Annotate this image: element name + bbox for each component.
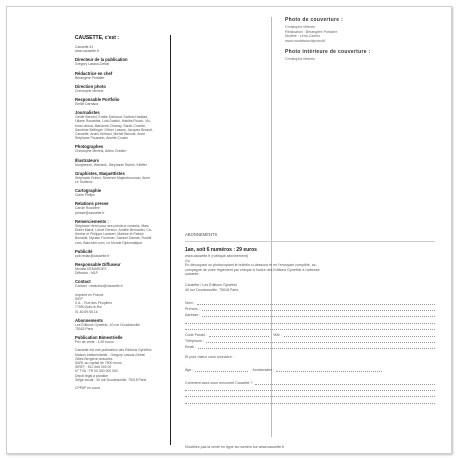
masthead-section-line: Causette est une publication des Éditions Gynethic xyxy=(75,348,152,353)
masthead-section-line: com, Bakchich.com, Le Monde Diplomatique. xyxy=(75,240,144,245)
masthead-section xyxy=(75,158,164,167)
cover-line: www.modelsoncitycom/#/ xyxy=(285,38,326,43)
masthead-section-line: Christophe Meireis xyxy=(75,88,104,93)
masthead-section xyxy=(75,249,164,258)
masthead-section-line: Prix de vente : 4,90 euros xyxy=(75,340,114,345)
masthead-section-line: Didier Mardi, Lionel Derieux, Amélie Bernardin, Ca- xyxy=(75,228,152,233)
masthead-section-title: Illustrateurs xyxy=(75,157,99,163)
masthead-section xyxy=(75,45,164,53)
masthead-section xyxy=(75,262,164,275)
masthead-section-line: SIRET : 512 ### 000 00 xyxy=(75,365,112,370)
masthead-section-line: Maison indépendante - Grégory Lassus-Debat xyxy=(75,352,145,357)
cover-line: Christophe Meireis xyxy=(285,25,315,29)
masthead-section-line: Grégory Lassus-Debat xyxy=(75,62,110,67)
masthead-section-title: Journalistes xyxy=(75,110,100,116)
masthead-section-line: Bérangère Portalier xyxy=(75,75,105,80)
masthead-section-line: presse@causette.fr xyxy=(75,210,105,215)
masthead-section-line: Imprimé en France xyxy=(75,292,104,297)
masthead-section-line: Gilles Bergeron associés xyxy=(75,356,113,361)
masthead-section xyxy=(75,171,164,184)
masthead-section-line: Emilie Darnaud xyxy=(75,102,99,107)
subscription-title: ABONNEMENTS xyxy=(185,232,218,237)
cover-inner-title: Photo intérieure de couverture : xyxy=(285,49,371,56)
masthead-section-title: Abonnements xyxy=(75,317,103,323)
question-line: Et pour mieux vous connaître : xyxy=(185,355,234,360)
masthead-section xyxy=(75,97,164,106)
address-line: Causette / Les Éditions Gynethic xyxy=(185,282,238,287)
masthead-section-line: Causette, Anaïs Kerbaol, Michel Benoist, Anne xyxy=(75,132,146,137)
masthead-section-line: Morgheson, Wiedeck, Stéphanie Rubini, Klieffer xyxy=(75,162,147,167)
masthead-section-line: thérine et Philippe Lambert, Martine et Patrick xyxy=(75,232,144,237)
masthead-section-title: Responsable Diffuseur xyxy=(75,262,121,268)
address-line: 40 rue Doudeauville, 75018 Paris xyxy=(185,287,239,292)
cover-inner-line: Christophe Meireis xyxy=(285,57,315,62)
masthead-section-line: www.causette.fr xyxy=(75,49,99,54)
masthead-section-title: Contact xyxy=(75,279,91,285)
masthead-section-line: Contact : redaction@causette.fr xyxy=(75,284,123,289)
masthead-section xyxy=(75,144,164,153)
masthead-section-line: Christophe Meireis, Arthur Dreider xyxy=(75,149,127,154)
masthead xyxy=(75,35,170,390)
masthead-column xyxy=(75,35,171,445)
field-how-4[interactable] xyxy=(185,397,435,403)
masthead-section xyxy=(75,318,164,331)
field-cp-ville[interactable]: Code Postal : Ville : xyxy=(185,330,435,336)
masthead-section-line: Sandrine Bellinger, Olivier Lassus, Jacques Breault, xyxy=(75,127,153,132)
masthead-section-title: Remerciements : xyxy=(75,218,109,224)
field-adresse-3[interactable] xyxy=(185,324,435,330)
masthead-section xyxy=(75,386,164,390)
masthead-section-line: 77590 Bois-le-Roi xyxy=(75,305,102,310)
masthead-section-line: Z.A. - Rue des Peupliers xyxy=(75,301,112,306)
masthead-section-line: Les Éditions Gynethic, 40 rue Doudeauville xyxy=(75,322,140,327)
masthead-section-line: pub.redac@causette.fr xyxy=(75,253,110,258)
masthead-section-line: Stéphane Henri pour ses précieux conseils, Marc xyxy=(75,223,149,228)
masthead-section xyxy=(75,110,164,140)
masthead-section-line: CPPAP en cours xyxy=(75,385,101,390)
masthead-section-line: Carole Roudière xyxy=(75,206,100,211)
field-adresse[interactable]: Adresse : xyxy=(185,311,435,317)
masthead-section xyxy=(75,201,164,214)
subscription-line: Ou xyxy=(185,258,190,263)
masthead-section-line: Stéphanie Rubini, Séverine Majembouondo, Anne xyxy=(75,175,151,180)
field-email[interactable]: Email : xyxy=(185,343,435,349)
masthead-section-title: Graphistes, Maquettistes xyxy=(75,170,125,176)
masthead-section-line: 01.60.69.56.16 xyxy=(75,309,98,314)
masthead-section xyxy=(75,279,164,288)
masthead-section-line: Cécile Benoist, Emilie Darnaud, Karima Haddad, xyxy=(75,115,149,120)
subscription-line: En découpant ou photocopiant le bulletin ci-dessous et en l'envoyant complété, ac- xyxy=(185,263,317,268)
masthead-section-line: Causette #1 xyxy=(75,45,94,49)
cover-title: Photo de couverture : xyxy=(285,17,343,23)
masthead-section-title: Relations presse xyxy=(75,201,109,207)
masthead-section-line: N° TVA : FR 00 000 000 000 xyxy=(75,369,118,374)
field-adresse-2[interactable] xyxy=(185,317,435,323)
masthead-section-title: Publication Bimestrielle xyxy=(75,335,123,341)
masthead-section-title: Directeur de la publication xyxy=(75,57,128,63)
subscription-offer: 1an, soit 6 numéros : 29 euros xyxy=(185,247,257,253)
masthead-section-line: Siège social : 40 rue Doudeauville, 75018 Paris xyxy=(75,377,147,382)
field-tel[interactable]: Téléphone : xyxy=(185,337,435,343)
masthead-section xyxy=(75,219,164,245)
masthead-section xyxy=(75,84,164,93)
field-prenom[interactable]: Prénom : xyxy=(185,305,435,311)
masthead-section-title: Responsable Portfolio xyxy=(75,97,120,103)
cover-line: Modèle : Lena Cazino xyxy=(285,34,320,39)
masthead-section-line: Bonaiuti, Myriam Fourmier, Samuel Damas, Rudolf xyxy=(75,236,152,241)
masthead-section-line: 75018 Paris xyxy=(75,326,94,331)
masthead-section-line: Claire Philips xyxy=(75,193,95,198)
masthead-section-title: Cartographie xyxy=(75,188,102,194)
masthead-section-title: Publicité xyxy=(75,248,93,254)
cover-line: Réalisation : Bérangère Portalier xyxy=(285,29,337,34)
masthead-section-title: Photographes xyxy=(75,144,104,150)
masthead-section-line: Diffusion : MLP xyxy=(75,271,98,276)
masthead-section-line: SIEP xyxy=(75,296,83,301)
masthead-section xyxy=(75,348,164,382)
subscription-line: suivante : xyxy=(185,272,201,277)
magazine-page xyxy=(6,6,452,454)
masthead-section-line: Liliane Rouabhia, Lola Dastini, Habiba Rouch, Vic- xyxy=(75,119,151,124)
masthead-section-title: Direction photo xyxy=(75,83,106,89)
field-how[interactable]: Comment avez-vous rencontré Causette ? xyxy=(185,378,435,384)
masthead-section xyxy=(75,188,164,197)
masthead-section xyxy=(75,335,164,344)
masthead-section-line: toria Latosa, Marianne Charray, Sarah Cozette, xyxy=(75,123,146,128)
cover-credits xyxy=(285,17,435,62)
masthead-section-line: SARL au capital de 7500 euros xyxy=(75,360,122,365)
masthead-section xyxy=(75,293,164,314)
subscription-line: compagné de votre règlement par chèque à l'ordre des Editions Gynethic à l'adresse xyxy=(185,267,320,272)
masthead-section-line: Le Guillevic xyxy=(75,180,93,185)
subscription-form xyxy=(185,232,435,404)
masthead-section-line: Stéphane Poussein, Amelie Cousin xyxy=(75,136,128,141)
masthead-section xyxy=(75,57,164,66)
masthead-title: CAUSETTE, c'est : xyxy=(75,35,119,41)
field-nom[interactable]: Nom : xyxy=(185,298,435,304)
field-age[interactable]: Âge : Anniversaire : xyxy=(185,366,435,372)
masthead-section xyxy=(75,71,164,80)
masthead-section-line: Nicolas DEMARGES xyxy=(75,267,107,272)
field-how-3[interactable] xyxy=(185,391,435,397)
masthead-section-title: Rédactrice en chef xyxy=(75,70,113,76)
masthead-section-line: Dépôt légal à parution xyxy=(75,373,109,378)
subscription-footer: N'oubliez pas la vente en ligne au numéro sur www.causette.fr xyxy=(185,445,285,449)
subscription-line: www.causette.fr (rubrique abonnement) xyxy=(185,254,248,258)
field-how-2[interactable] xyxy=(185,385,435,391)
